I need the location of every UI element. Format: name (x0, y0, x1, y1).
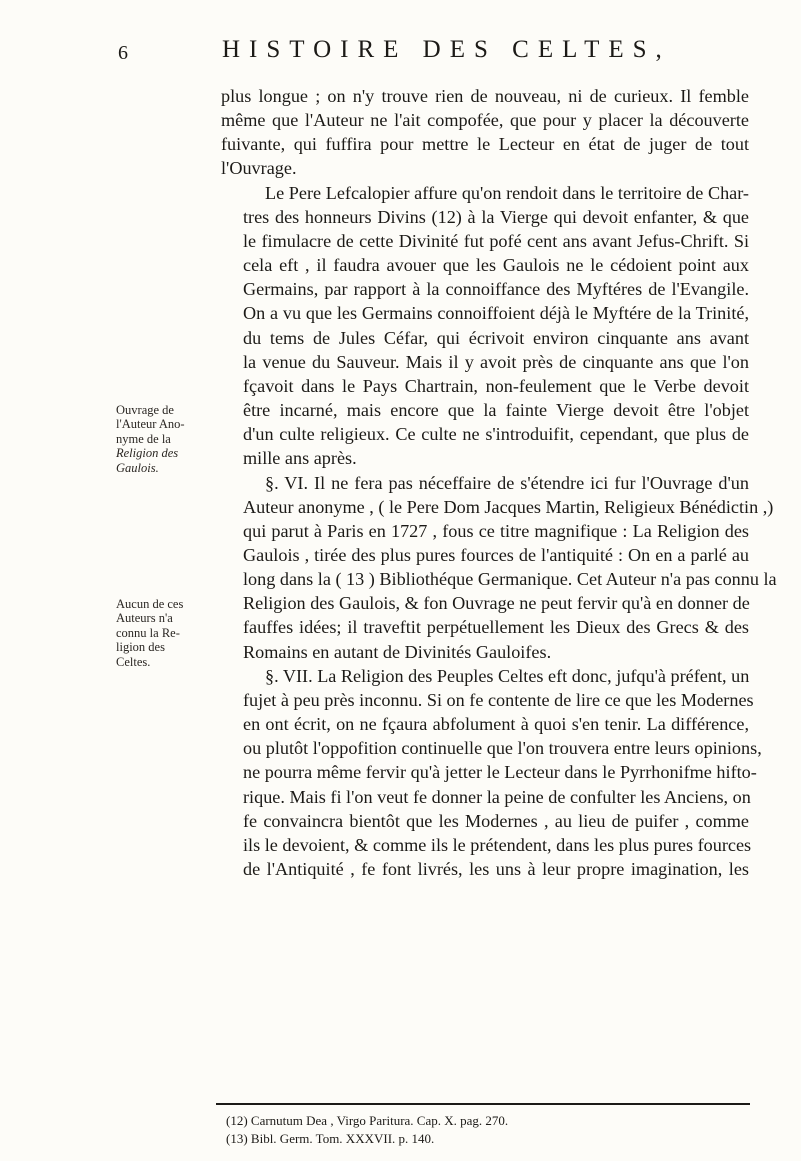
paragraph-section-7 (221, 664, 762, 881)
footnote: (13) Bibl. Germ. Tom. XXXVII. p. 140. (226, 1131, 435, 1146)
text-line: fçavoit dans le Pays Chartrain, non-feulement que le Verbe devoit (243, 375, 749, 396)
text-line: qui parut à Paris en 1727 , fous ce titre magnifique : La Religion des (243, 520, 749, 541)
paragraph (221, 181, 749, 471)
text-line: fuivante, qui fuffira pour mettre le Lecteur en état de juger de tout (221, 134, 749, 155)
margin-note-line: Religion des (116, 446, 179, 461)
text-line: plus longue ; on n'y trouve rien de nouveau, ni de curieux. Il femble (221, 86, 749, 106)
running-title: HISTOIRE DES CELTES, (222, 36, 671, 63)
text-line: la venue du Sauveur. Mais il y avoit près de cinquante ans que l'on (243, 351, 749, 372)
text-line: cela eft , il faudra avouer que les Gaulois ne le cédoient point aux (243, 255, 749, 276)
main-text (221, 84, 777, 881)
margin-note-line: l'Auteur Ano- (116, 417, 185, 432)
text-line: long dans la ( 13 ) Bibliothéque Germanique. Cet Auteur n'a pas connu la (243, 569, 777, 590)
margin-note-line: Aucun de ces (116, 597, 184, 611)
footnote-divider (216, 1103, 750, 1105)
text-line: ils le devoient, & comme ils le prétendent, dans les plus pures fources (243, 834, 752, 855)
margin-note-unknown-religion (116, 597, 200, 669)
text-line: même que l'Auteur ne l'ait compofée, que pour y placer la découverte (221, 110, 749, 131)
text-line: mille ans après. (243, 448, 357, 469)
page-number: 6 (118, 42, 128, 64)
margin-note-anonymous-author (116, 403, 200, 475)
text-line: §. VI. Il ne fera pas néceffaire de s'étendre ici fur l'Ouvrage d'un (265, 472, 749, 493)
text-line: être incarné, mais encore que la fainte Vierge devoit être l'objet (243, 400, 749, 421)
margin-note-line: ligion des (116, 640, 165, 655)
paragraph (221, 84, 749, 181)
text-line: §. VII. La Religion des Peuples Celtes eft donc, jufqu'à préfent, un (265, 665, 750, 686)
text-line: du tems de Jules Céfar, qui écrivoit environ cinquante ans avant (243, 327, 749, 348)
text-line: fujet à peu près inconnu. Si on fe contente de lire ce que les Modernes (243, 689, 754, 710)
footnotes (226, 1112, 508, 1148)
text-line: d'un culte religieux. Ce culte ne s'introduifit, cependant, que plus de (243, 424, 749, 445)
text-line: ou plutôt l'oppofition continuelle que l'on trouvera entre leurs opinions, (243, 738, 762, 759)
text-line: Religion des Gaulois, & fon Ouvrage ne peut fervir qu'à en donner de (243, 593, 750, 614)
text-line: Gaulois , tirée des plus pures fources de l'antiquité : On en a parlé au (243, 544, 749, 565)
margin-note-line: Auteurs n'a (116, 611, 173, 626)
text-line: de l'Antiquité , fe font livrés, les uns à leur propre imagination, les (243, 859, 749, 879)
text-line: rique. Mais fi l'on veut fe donner la peine de confulter les Anciens, on (243, 786, 751, 807)
text-line: le fimulacre de cette Divinité fut pofé cent ans avant Jefus-Chrift. Si (243, 230, 749, 251)
text-line: Le Pere Lefcalopier affure qu'on rendoit dans le territoire de Char- (265, 182, 749, 203)
footnote: (12) Carnutum Dea , Virgo Paritura. Cap. X. pag. 270. (226, 1113, 509, 1128)
paragraph-section-6 (221, 471, 777, 664)
text-line: ne pourra même fervir qu'à jetter le Lecteur dans le Pyrrhonifme hifto- (243, 762, 757, 783)
text-line: Auteur anonyme , ( le Pere Dom Jacques Martin, Religieux Bénédictin ,) (243, 496, 774, 517)
margin-note-line: Celtes. (116, 654, 151, 669)
text-line: Germains, par rapport à la connoiffance des Myftéres de l'Evangile. (243, 279, 749, 300)
text-line: On a vu que les Germains connoiffoient déjà le Myftére de la Trinité, (243, 303, 749, 324)
text-line: tres des honneurs Divins (12) à la Vierge qui devoit enfanter, & que (243, 206, 749, 227)
text-line: fauffes idées; il traveftit perpétuellement les Dieux des Grecs & des (243, 617, 749, 638)
text-line: l'Ouvrage. (221, 158, 297, 179)
margin-note-line: Ouvrage de (116, 403, 174, 417)
text-line: en ont écrit, on ne fçaura abfolument à quoi s'en tenir. La différence, (243, 714, 749, 735)
margin-note-line: Gaulois. (116, 460, 159, 475)
margin-note-line: nyme de la (116, 431, 171, 446)
text-line: Romains en autant de Divinités Gauloifes. (243, 641, 552, 662)
text-line: fe convaincra bientôt que les Modernes , au lieu de puifer , comme (243, 810, 749, 831)
margin-note-line: connu la Re- (116, 625, 180, 640)
